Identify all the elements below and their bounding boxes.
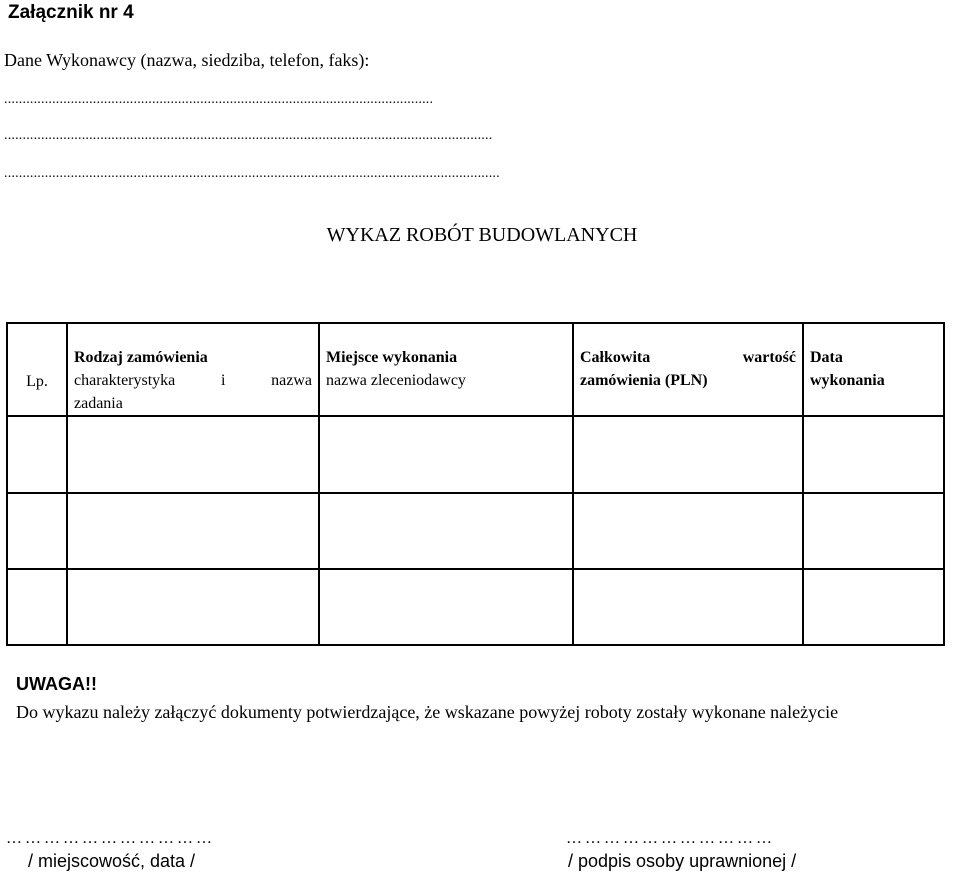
table-cell[interactable] [319, 493, 573, 569]
contractor-dots-line: .................................................................................................................... [4, 92, 434, 107]
table-cell[interactable] [803, 416, 944, 492]
warning-text: Do wykazu należy załączyć dokumenty potwierdzające, że wskazane powyżej roboty zostały wykonane należycie [16, 702, 839, 722]
header-date-line-2: wykonania [810, 372, 885, 389]
table-cell[interactable] [7, 416, 67, 492]
table-row [7, 493, 944, 569]
contractor-dots-line: ...................................................................................................................................... [4, 166, 500, 181]
table-cell[interactable] [67, 416, 319, 492]
table-row [7, 416, 944, 492]
table-cell[interactable] [67, 493, 319, 569]
table-cell[interactable] [573, 416, 803, 492]
header-type-title: Rodzaj zamówienia [74, 349, 208, 366]
table-cell[interactable] [573, 569, 803, 645]
header-type-word: nazwa [271, 372, 312, 389]
header-lp: Lp. [26, 373, 48, 390]
header-lp-cell [7, 323, 67, 416]
header-value-cell [573, 323, 803, 416]
header-type-cell [67, 323, 319, 416]
table-cell[interactable] [67, 569, 319, 645]
works-table [6, 322, 945, 646]
page-title: WYKAZ ROBÓT BUDOWLANYCH [326, 224, 638, 246]
table-cell[interactable] [319, 416, 573, 492]
table-cell[interactable] [803, 493, 944, 569]
signature-label: / podpis osoby uprawnionej / [568, 851, 797, 871]
contractor-dots-line: .................................................................................................................................... [4, 128, 493, 143]
header-type-subtitle-end: zadania [74, 395, 123, 412]
table-cell[interactable] [7, 493, 67, 569]
place-date-dots: …………………………… [6, 830, 215, 847]
table-cell[interactable] [573, 493, 803, 569]
header-place-title: Miejsce wykonania [326, 349, 458, 366]
table-row [7, 569, 944, 645]
header-date-cell [803, 323, 944, 416]
table-cell[interactable] [319, 569, 573, 645]
signature-dots: …………………………… [566, 830, 775, 847]
header-type-word: i [220, 372, 226, 389]
warning-title: UWAGA!! [16, 674, 97, 694]
header-value-word: Całkowita [580, 349, 651, 366]
header-value-line-2: zamówienia (PLN) [580, 372, 708, 389]
header-type-subtitle [74, 369, 312, 392]
header-value-line [580, 346, 796, 369]
header-value-word: wartość [742, 349, 796, 366]
attachment-label: Załącznik nr 4 [8, 2, 134, 23]
header-place-cell [319, 323, 573, 416]
table-header-row [7, 323, 944, 416]
header-type-word: charakterystyka [74, 372, 176, 389]
contractor-label: Dane Wykonawcy (nazwa, siedziba, telefon, faks): [4, 50, 370, 70]
table-cell[interactable] [803, 569, 944, 645]
header-date-line: Data [810, 349, 843, 366]
header-place-subtitle: nazwa zleceniodawcy [326, 372, 466, 389]
place-date-label: / miejscowość, data / [28, 851, 196, 871]
table-cell[interactable] [7, 569, 67, 645]
